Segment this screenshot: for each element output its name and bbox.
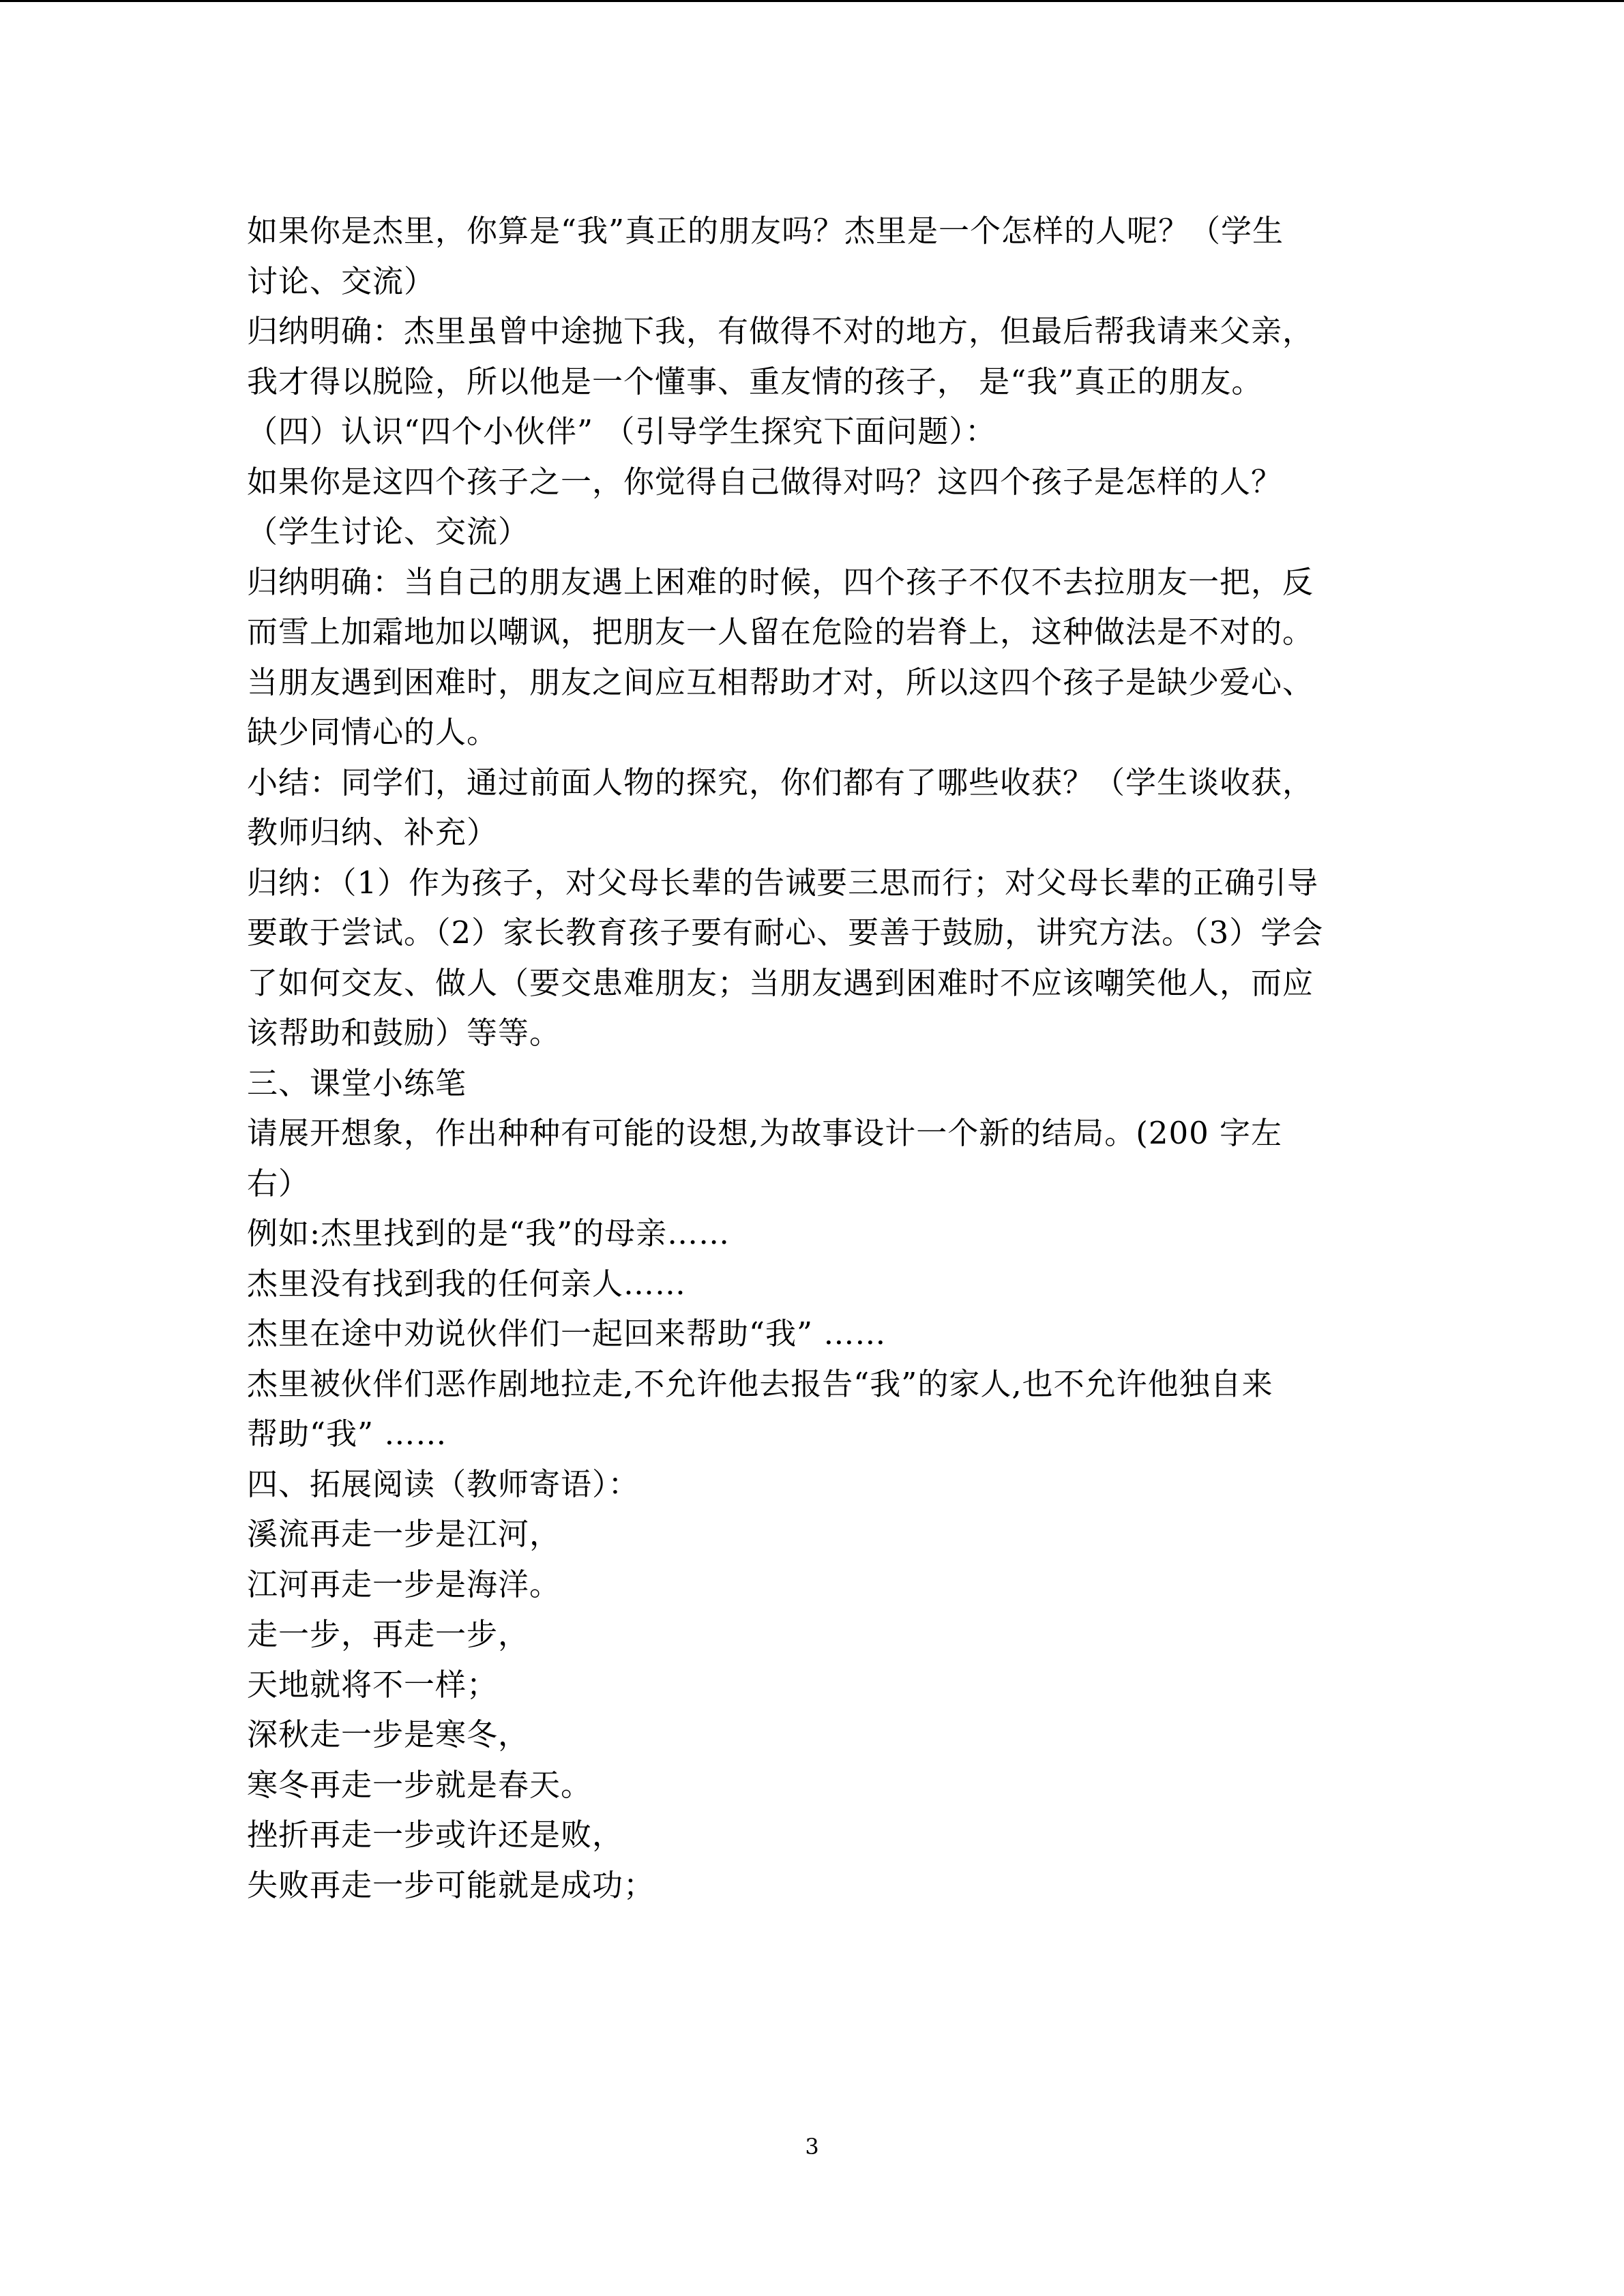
- text-line: 要敢于尝试。（2）家长教育孩子要有耐心、要善于鼓励，讲究方法。（3）学会: [247, 914, 1324, 951]
- poem-line: 失败再走一步可能就是成功；: [247, 1866, 655, 1903]
- text-line: 缺少同情心的人。: [247, 714, 499, 750]
- text-line: 归纳明确：杰里虽曾中途抛下我，有做得不对的地方，但最后帮我请来父亲，: [247, 313, 1314, 349]
- section-heading: 四、拓展阅读（教师寄语）：: [247, 1465, 640, 1502]
- text-line: 杰里被伙伴们恶作剧地拉走,不允许他去报告“我”的家人,也不允许他独自来: [247, 1365, 1273, 1402]
- poem-line: 天地就将不一样；: [247, 1666, 499, 1703]
- page-number: 3: [805, 2134, 819, 2160]
- text-line: 杰里没有找到我的任何亲人……: [247, 1265, 687, 1302]
- text-line: 讨论、交流）: [247, 263, 436, 299]
- text-line: 小结：同学们，通过前面人物的探究，你们都有了哪些收获？（学生谈收获，: [247, 764, 1314, 801]
- text-line: 教师归纳、补充）: [247, 814, 499, 850]
- text-line: 当朋友遇到困难时，朋友之间应互相帮助才对，所以这四个孩子是缺少爱心、: [247, 664, 1314, 700]
- poem-line: 寒冬再走一步就是春天。: [247, 1766, 593, 1803]
- text-line: 我才得以脱险，所以他是一个懂事、重友情的孩子， 是“我”真正的朋友。: [247, 363, 1263, 400]
- text-line: 归纳：（1）作为孩子，对父母长辈的告诫要三思而行；对父母长辈的正确引导: [247, 864, 1319, 901]
- text-line: 如果你是这四个孩子之一，你觉得自己做得对吗？这四个孩子是怎样的人？: [247, 463, 1283, 500]
- text-line: 帮助“我” ……: [247, 1416, 447, 1452]
- text-line: 归纳明确：当自己的朋友遇上困难的时候，四个孩子不仅不去拉朋友一把，反: [247, 563, 1314, 600]
- text-line: 杰里在途中劝说伙伴们一起回来帮助“我” ……: [247, 1315, 887, 1352]
- poem-line: 深秋走一步是寒冬，: [247, 1716, 530, 1753]
- text-line: 了如何交友、做人（要交患难朋友；当朋友遇到困难时不应该嘲笑他人，而应: [247, 964, 1314, 1001]
- section-heading: （四）认识“四个小伙伴” （引导学生探究下面问题）：: [247, 413, 996, 449]
- poem-line: 江河再走一步是海洋。: [247, 1566, 561, 1602]
- text-line: 而雪上加霜地加以嘲讽，把朋友一人留在危险的岩脊上，这种做法是不对的。: [247, 614, 1314, 650]
- text-line: 请展开想象，作出种种有可能的设想,为故事设计一个新的结局。(200 字左: [247, 1115, 1283, 1151]
- text-line: 该帮助和鼓励）等等。: [247, 1015, 561, 1051]
- poem-line: 挫折再走一步或许还是败，: [247, 1817, 624, 1853]
- text-line: 如果你是杰里，你算是“我”真正的朋友吗？杰里是一个怎样的人呢？（学生: [247, 213, 1284, 249]
- text-line: 例如:杰里找到的是“我”的母亲……: [247, 1215, 730, 1251]
- text-line: （学生讨论、交流）: [247, 513, 530, 550]
- document-body: [247, 206, 1386, 1910]
- top-border-line: [0, 0, 1624, 2]
- section-heading: 三、课堂小练笔: [247, 1064, 467, 1101]
- poem-line: 走一步，再走一步，: [247, 1616, 530, 1652]
- text-line: 右）: [247, 1165, 310, 1202]
- poem-line: 溪流再走一步是江河，: [247, 1516, 561, 1552]
